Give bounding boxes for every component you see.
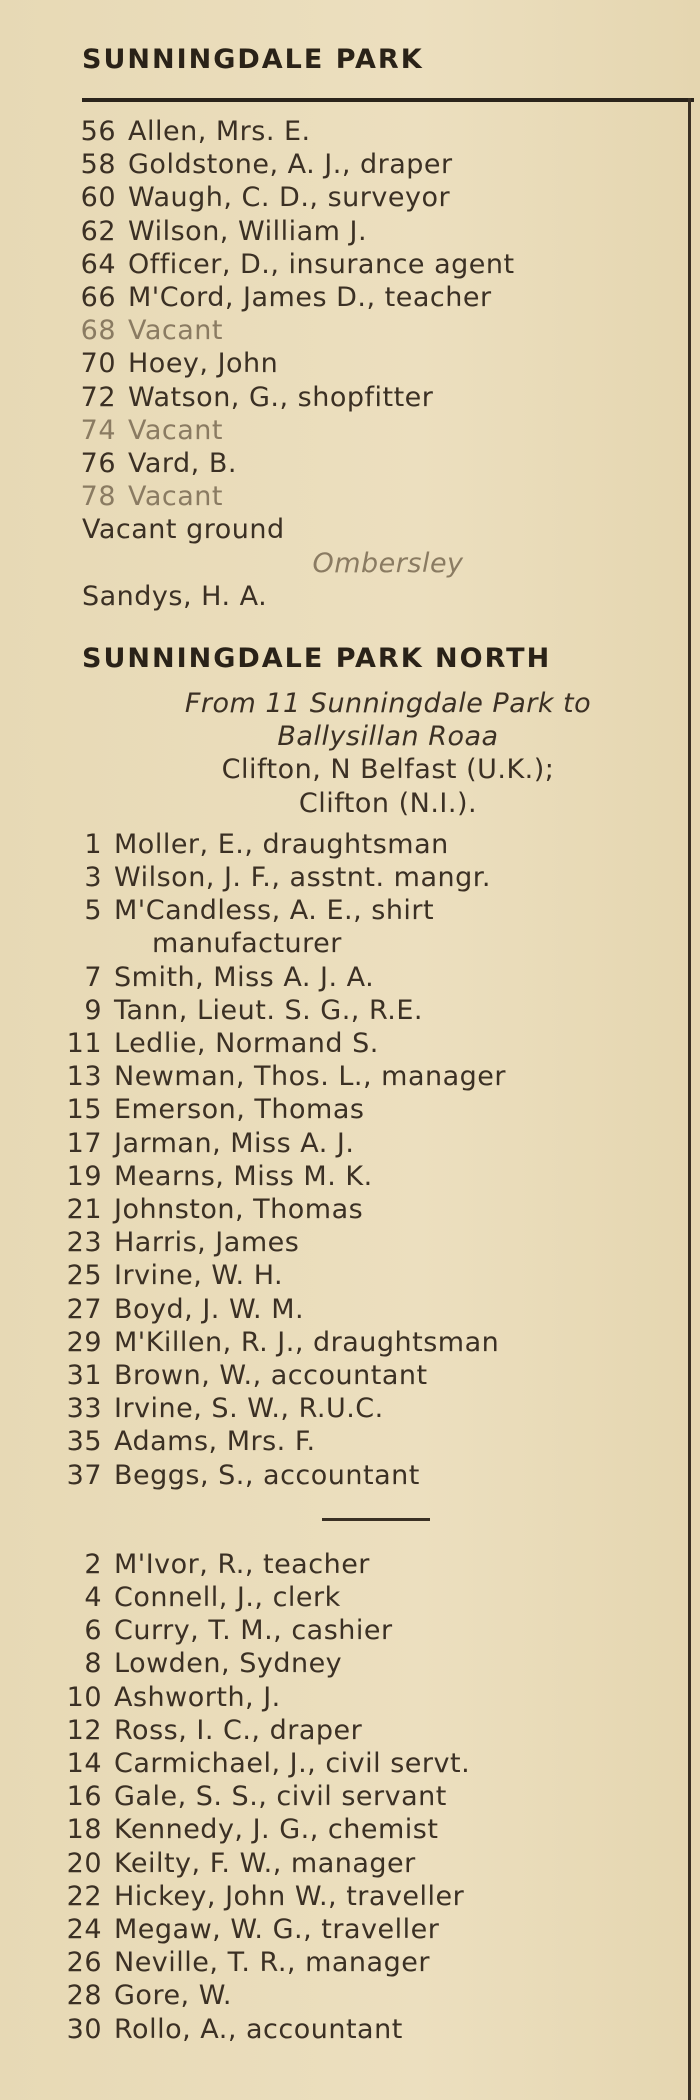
house-number: 70 xyxy=(80,348,116,380)
resident-text: Officer, D., insurance agent xyxy=(128,248,515,280)
directory-entry xyxy=(52,894,434,927)
resident-text: Keilty, F. W., manager xyxy=(114,1847,416,1879)
directory-entry xyxy=(70,447,237,480)
house-number: 6 xyxy=(84,1615,102,1647)
resident-text: M'Candless, A. E., shirt xyxy=(114,895,435,927)
house-number: 25 xyxy=(66,1260,102,1292)
section-heading: SUNNINGDALE PARK NORTH xyxy=(82,643,552,674)
directory-entry xyxy=(52,828,449,861)
directory-entry: Sandys, H. A. xyxy=(82,580,268,612)
directory-entry xyxy=(70,248,515,281)
directory-entry xyxy=(52,1226,299,1259)
directory-entry xyxy=(52,1581,341,1614)
resident-text: Neville, T. R., manager xyxy=(114,1947,430,1979)
right-border xyxy=(688,98,691,2100)
resident-text: Watson, G., shopfitter xyxy=(128,381,434,413)
resident-text: Goldstone, A. J., draper xyxy=(128,149,453,181)
resident-text: Vard, B. xyxy=(128,448,237,479)
resident-text: Lowden, Sydney xyxy=(114,1648,343,1680)
directory-entry xyxy=(52,1359,428,1392)
directory-entry xyxy=(52,1946,430,1979)
resident-text: Irvine, W. H. xyxy=(114,1260,284,1292)
resident-text: Vacant xyxy=(128,315,224,347)
resident-text: Tann, Lieut. S. G., R.E. xyxy=(114,994,423,1026)
house-number: 16 xyxy=(66,1781,102,1813)
vacant-ground-label: Vacant ground xyxy=(82,514,285,546)
directory-entry xyxy=(52,1193,363,1226)
resident-text: Curry, T. M., cashier xyxy=(114,1615,393,1647)
district-line: Clifton, N Belfast (U.K.); xyxy=(221,754,555,786)
house-number: 72 xyxy=(80,381,116,413)
resident-text: Emerson, Thomas xyxy=(114,1094,365,1126)
directory-entry xyxy=(70,115,311,148)
district-line: Clifton (N.I.). xyxy=(298,787,478,819)
directory-entry xyxy=(70,480,223,513)
directory-entry xyxy=(52,2013,403,2046)
resident-text: Connell, J., clerk xyxy=(114,1582,341,1613)
house-number: 78 xyxy=(80,481,116,513)
house-number: 11 xyxy=(66,1028,102,1059)
directory-entry xyxy=(52,1060,506,1093)
directory-entry xyxy=(52,1747,470,1780)
house-number: 31 xyxy=(66,1360,102,1391)
resident-text: Irvine, S. W., R.U.C. xyxy=(114,1393,384,1425)
directory-entry xyxy=(52,1614,393,1647)
directory-entry xyxy=(52,1392,384,1425)
directory-entry xyxy=(52,1681,281,1714)
house-number: 14 xyxy=(66,1748,102,1779)
house-number: 20 xyxy=(66,1847,102,1879)
resident-text: Rollo, A., accountant xyxy=(114,2013,403,2045)
house-number: 62 xyxy=(80,215,116,247)
resident-text: Moller, E., draughtsman xyxy=(114,828,449,860)
house-number: 15 xyxy=(66,1094,102,1126)
directory-entry xyxy=(52,1259,283,1292)
resident-text: Hoey, John xyxy=(128,348,279,380)
directory-entry xyxy=(52,1913,439,1946)
directory-entry xyxy=(52,994,423,1027)
directory-entry xyxy=(70,215,367,248)
directory-entry xyxy=(52,1813,438,1846)
place-name: Ombersley xyxy=(312,547,464,579)
directory-entry xyxy=(70,347,278,380)
resident-text: M'Cord, James D., teacher xyxy=(128,282,492,313)
resident-text: Brown, W., accountant xyxy=(114,1360,428,1391)
resident-text: Jarman, Miss A. J. xyxy=(114,1127,355,1159)
house-number: 66 xyxy=(80,282,116,313)
resident-text: Newman, Thos. L., manager xyxy=(114,1061,507,1093)
resident-text: Wilson, J. F., asstnt. mangr. xyxy=(114,862,491,893)
directory-entry xyxy=(70,181,450,214)
directory-entry xyxy=(52,961,374,994)
directory-entry xyxy=(52,1093,364,1126)
house-number: 12 xyxy=(66,1714,102,1746)
house-number: 26 xyxy=(66,1947,102,1979)
resident-text: Adams, Mrs. F. xyxy=(114,1426,316,1458)
house-number: 4 xyxy=(84,1582,102,1613)
house-number: 28 xyxy=(66,1980,102,2012)
resident-text: Vacant xyxy=(128,481,224,513)
house-number: 2 xyxy=(84,1548,102,1580)
resident-text: Megaw, W. G., traveller xyxy=(114,1914,440,1945)
house-number: 18 xyxy=(66,1814,102,1846)
house-number: 7 xyxy=(84,961,102,993)
resident-text: M'Ivor, R., teacher xyxy=(114,1548,370,1580)
house-number: 13 xyxy=(66,1061,102,1093)
route-description: Ballysillan Roaa xyxy=(277,721,499,753)
resident-text: Mearns, Miss M. K. xyxy=(114,1160,373,1192)
directory-entry xyxy=(70,381,433,414)
directory-entry xyxy=(52,1880,464,1913)
house-number: 5 xyxy=(84,895,102,927)
heading-rule xyxy=(82,98,694,102)
house-number: 21 xyxy=(66,1194,102,1225)
house-number: 24 xyxy=(66,1914,102,1945)
resident-text: Carmichael, J., civil servt. xyxy=(114,1748,471,1779)
resident-text: Harris, James xyxy=(114,1227,300,1259)
house-number: 10 xyxy=(66,1681,102,1713)
resident-text: Beggs, S., accountant xyxy=(114,1459,420,1491)
directory-entry xyxy=(52,861,491,894)
directory-entry xyxy=(70,148,453,181)
house-number: 22 xyxy=(66,1880,102,1912)
house-number: 23 xyxy=(66,1227,102,1259)
directory-entry xyxy=(70,314,223,347)
directory-entry xyxy=(52,1714,362,1747)
resident-text: Ledlie, Normand S. xyxy=(114,1028,379,1059)
house-number: 68 xyxy=(80,315,116,347)
house-number: 1 xyxy=(84,828,102,860)
house-number: 17 xyxy=(66,1127,102,1159)
resident-text: M'Killen, R. J., draughtsman xyxy=(114,1326,500,1358)
directory-entry xyxy=(52,1425,316,1458)
house-number: 33 xyxy=(66,1393,102,1425)
resident-text: Smith, Miss A. J. A. xyxy=(114,961,375,993)
house-number: 76 xyxy=(80,448,116,479)
directory-entry xyxy=(52,1847,416,1880)
house-number: 74 xyxy=(80,414,116,446)
house-number: 19 xyxy=(66,1160,102,1192)
resident-text: Waugh, C. D., surveyor xyxy=(128,182,451,214)
resident-text: Johnston, Thomas xyxy=(114,1194,364,1225)
house-number: 56 xyxy=(80,116,116,147)
directory-entry xyxy=(52,1326,499,1359)
directory-entry xyxy=(52,1160,373,1193)
resident-text: Boyd, J. W. M. xyxy=(114,1293,305,1325)
house-number: 60 xyxy=(80,182,116,214)
house-number: 27 xyxy=(66,1293,102,1325)
directory-entry xyxy=(52,1647,342,1680)
resident-text: Ashworth, J. xyxy=(114,1681,281,1713)
resident-text: Gore, W. xyxy=(114,1980,232,2012)
section-heading: SUNNINGDALE PARK xyxy=(82,44,424,75)
resident-text: Ross, I. C., draper xyxy=(114,1714,363,1746)
resident-text: Kennedy, J. G., chemist xyxy=(114,1814,439,1846)
house-number: 37 xyxy=(66,1459,102,1491)
house-number: 8 xyxy=(84,1648,102,1680)
directory-entry xyxy=(52,1979,232,2012)
route-description: From 11 Sunningdale Park to xyxy=(184,688,592,719)
house-number: 9 xyxy=(84,994,102,1026)
resident-text: Wilson, William J. xyxy=(128,215,368,247)
directory-entry xyxy=(52,1548,370,1581)
directory-entry xyxy=(52,1127,354,1160)
directory-entry xyxy=(70,281,492,314)
directory-entry xyxy=(52,1293,304,1326)
directory-entry xyxy=(52,1027,379,1060)
house-number: 64 xyxy=(80,248,116,280)
entry-continuation: manufacturer xyxy=(152,928,342,960)
resident-text: Gale, S. S., civil servant xyxy=(114,1781,447,1813)
resident-text: Hickey, John W., traveller xyxy=(114,1880,465,1912)
directory-entry xyxy=(52,1459,420,1492)
resident-text: Allen, Mrs. E. xyxy=(128,116,311,147)
house-number: 35 xyxy=(66,1426,102,1458)
house-number: 29 xyxy=(66,1326,102,1358)
house-number: 30 xyxy=(66,2013,102,2045)
section-divider xyxy=(322,1518,430,1521)
house-number: 58 xyxy=(80,149,116,181)
resident-text: Vacant xyxy=(128,414,224,446)
directory-entry xyxy=(70,414,223,447)
directory-entry xyxy=(52,1780,447,1813)
house-number: 3 xyxy=(84,862,102,893)
